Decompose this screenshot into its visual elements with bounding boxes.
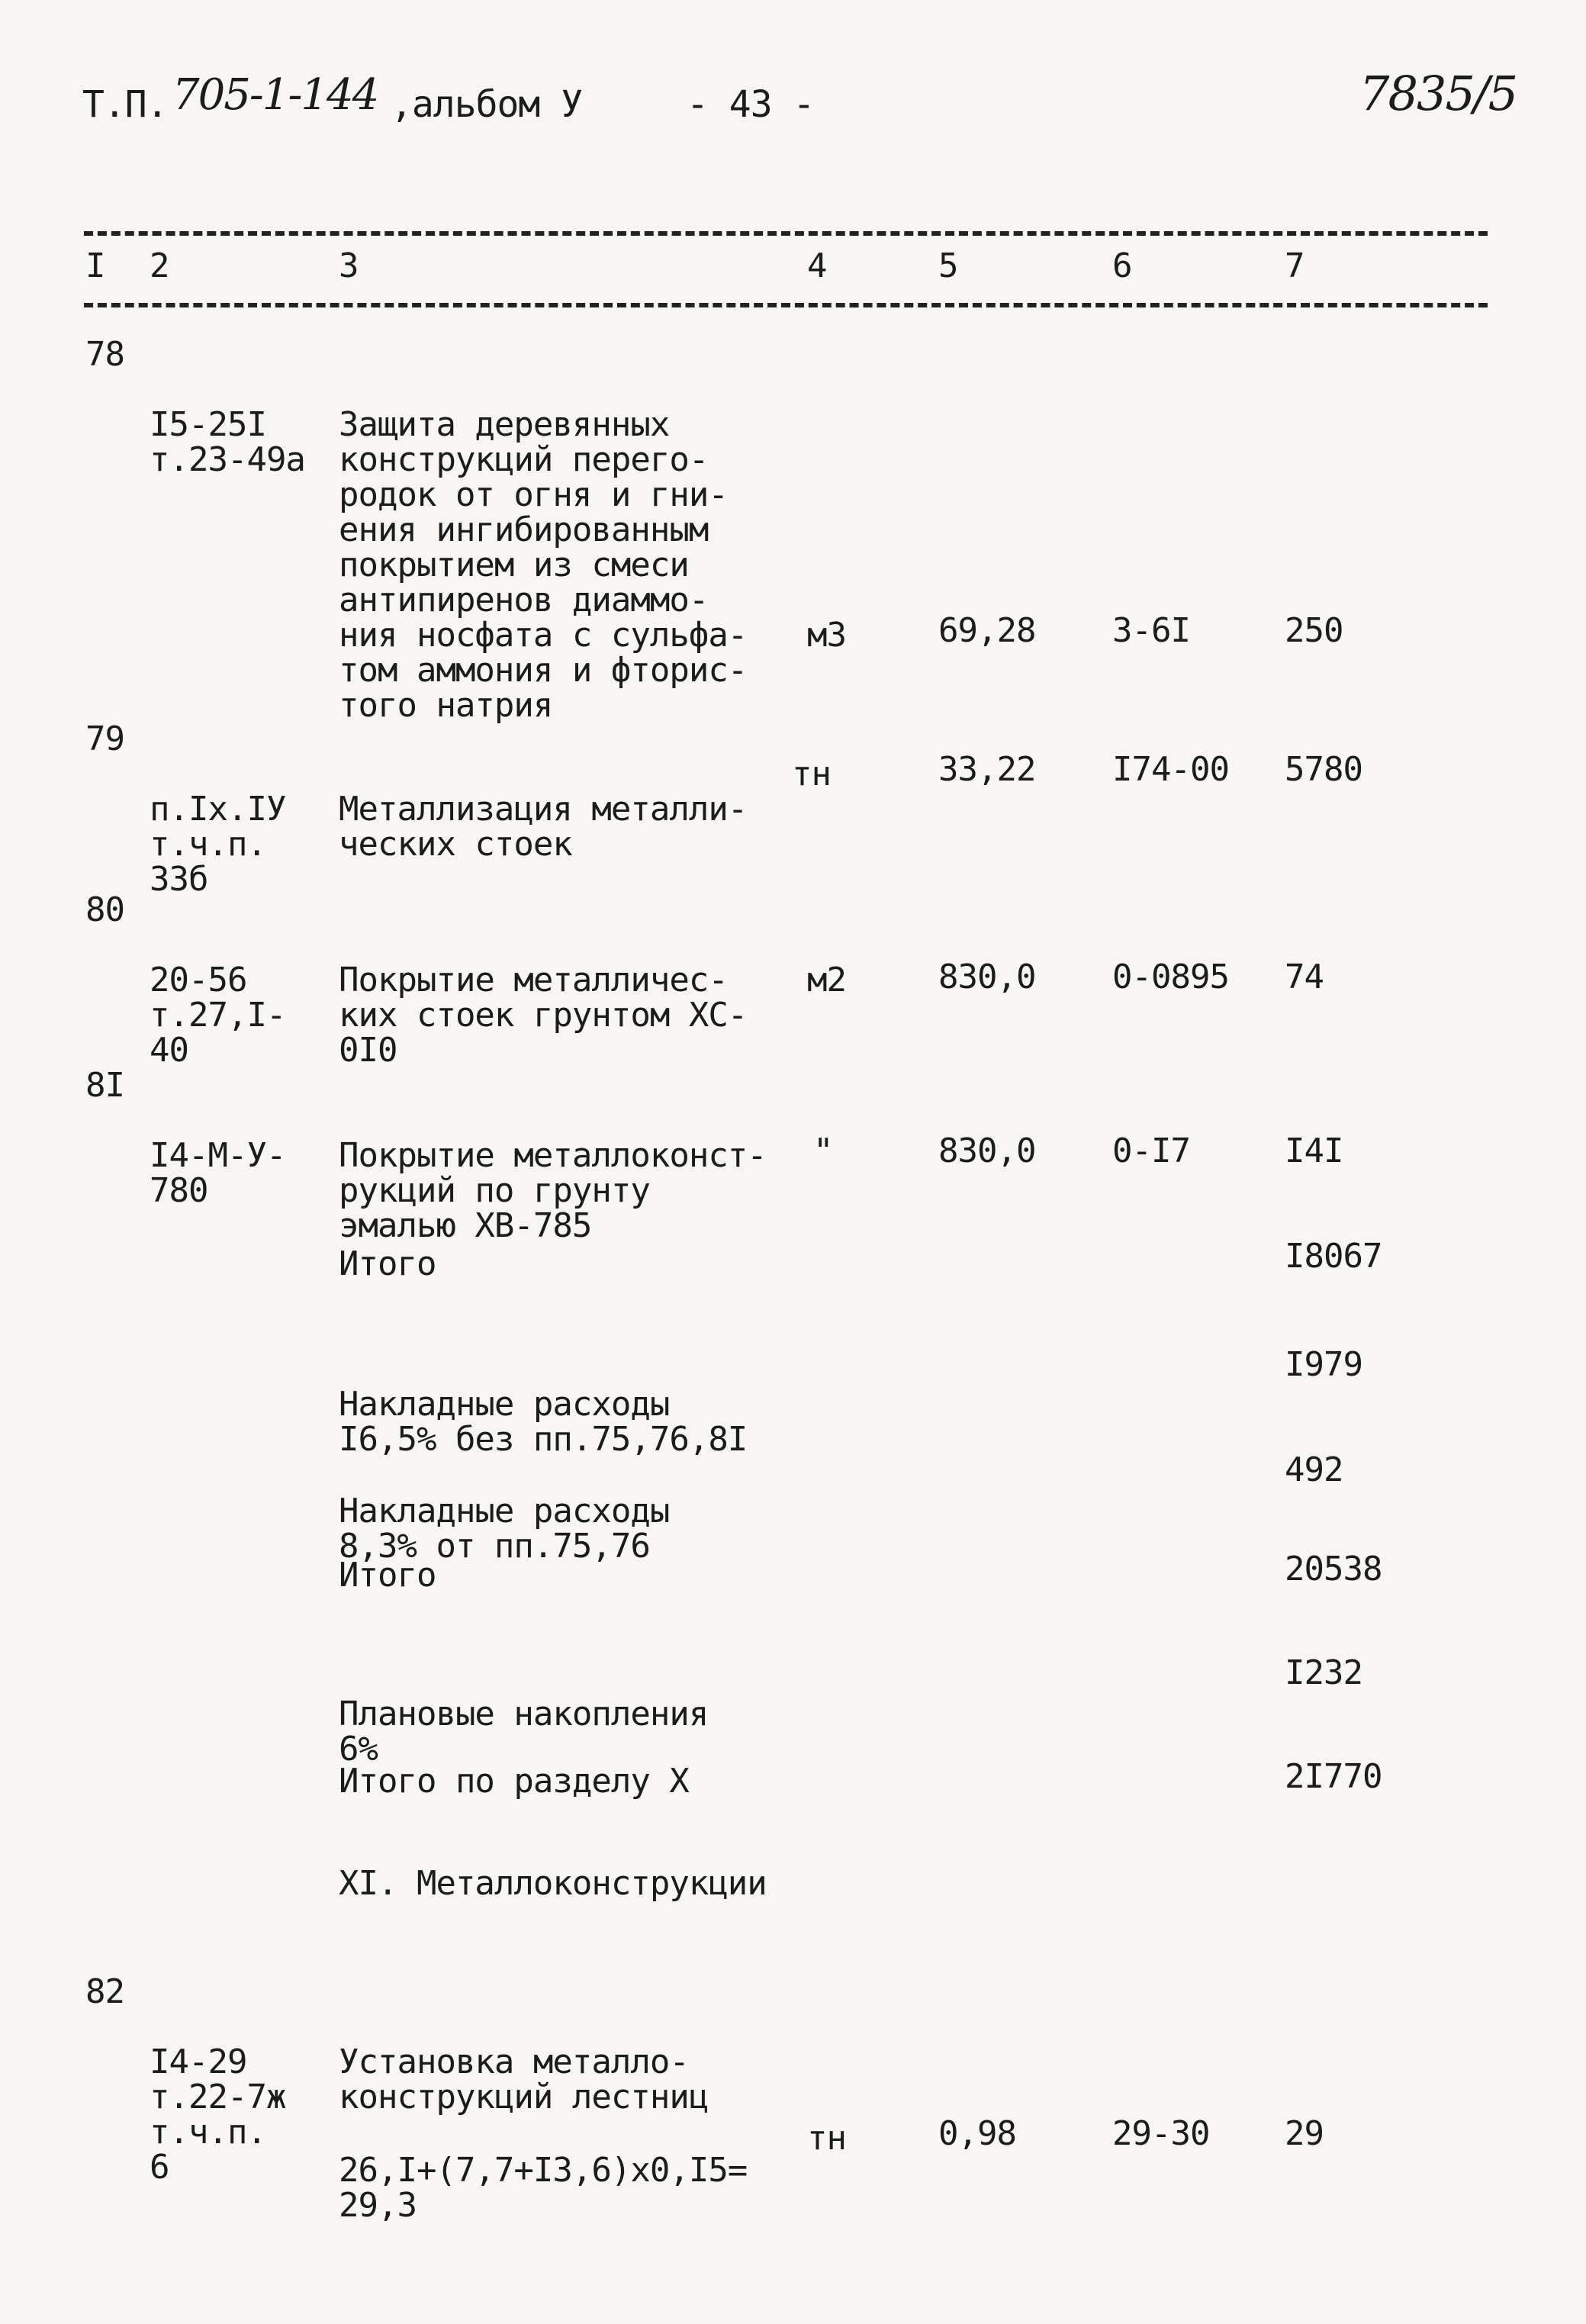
row-code: 20-56 т.27,I- 40: [150, 961, 286, 1070]
row-number: 82: [85, 1972, 124, 2011]
row-description: Установка металло- конструкций лестниц: [339, 2042, 709, 2116]
summary-total: 492: [1285, 1450, 1343, 1489]
header-project-number: 705-1-144: [172, 70, 378, 120]
row-description: Защита деревянных конструкций перего- родок от огня и гни- ения ингибированным покрытием из смеси антипиренов диаммо- ния носфата с сульфа- том аммония и фторис- того натрия: [339, 405, 748, 725]
summary-total: I979: [1285, 1345, 1362, 1384]
summary-label: Итого по разделу Х: [339, 1762, 689, 1801]
row-unit: тн: [792, 755, 831, 793]
row-quantity: 830,0: [938, 958, 1036, 996]
row-total: I4I: [1285, 1131, 1343, 1170]
summary-total: I8067: [1285, 1237, 1382, 1276]
row-total: 5780: [1285, 750, 1362, 789]
column-header-2: 2: [150, 246, 169, 285]
row-quantity: 69,28: [938, 611, 1036, 650]
row-code: п.Iх.IУ т.ч.п. 33б: [150, 790, 286, 899]
row-quantity: 0,98: [938, 2114, 1016, 2153]
row-quantity: 830,0: [938, 1131, 1036, 1170]
summary-label: Итого: [339, 1244, 436, 1283]
summary-label: Плановые накопления 6%: [339, 1695, 709, 1769]
header-rule-top: [84, 231, 1488, 236]
header-rule-bottom: [84, 303, 1488, 307]
row-number: 8I: [85, 1066, 124, 1105]
summary-label: Накладные расходы 8,3% от пп.75,76: [339, 1492, 670, 1566]
row-code: I4-М-У- 780: [150, 1136, 286, 1210]
row-code: I5-25I т.23-49а: [150, 405, 305, 479]
column-header-5: 5: [938, 246, 958, 285]
summary-total: 2I770: [1285, 1757, 1382, 1796]
summary-label: Итого: [339, 1556, 436, 1595]
row-code: I4-29 т.22-7ж т.ч.п. 6: [150, 2042, 286, 2187]
sheet-code: 7835/5: [1359, 66, 1517, 121]
row-total: 250: [1285, 611, 1343, 650]
summary-total: I232: [1285, 1653, 1362, 1692]
row-unit: ": [813, 1131, 833, 1170]
row-unit: м3: [807, 616, 846, 655]
row-total: 29: [1285, 2114, 1324, 2153]
row-number: 80: [85, 890, 124, 929]
row-unit: м2: [807, 961, 846, 999]
column-header-3: 3: [339, 246, 359, 285]
column-header-4: 4: [807, 246, 827, 285]
row-calculation: 26,I+(7,7+I3,6)х0,I5= 29,3: [339, 2151, 748, 2225]
summary-label: Накладные расходы I6,5% без пп.75,76,8I: [339, 1385, 748, 1459]
row-description: Покрытие металлоконст- рукций по грунту эмалью ХВ-785: [339, 1136, 767, 1245]
row-unit-price: 0-I7: [1112, 1131, 1190, 1170]
header-prefix: Т.П.: [82, 83, 168, 126]
row-description: Металлизация металли- ческих стоек: [339, 790, 748, 864]
row-number: 78: [85, 335, 124, 374]
row-total: 74: [1285, 958, 1324, 996]
row-quantity: 33,22: [938, 750, 1036, 789]
page-number: - 43 -: [687, 83, 815, 126]
column-header-1: I: [85, 246, 105, 285]
row-unit: тн: [807, 2119, 846, 2158]
row-description: Покрытие металличес- ких стоек грунтом ХС- 0I0: [339, 961, 748, 1070]
row-unit-price: 29-30: [1112, 2114, 1210, 2153]
section-title: ХI. Металлоконструкции: [339, 1864, 767, 1903]
column-header-6: 6: [1112, 246, 1132, 285]
summary-total: 20538: [1285, 1550, 1382, 1588]
row-unit-price: 0-0895: [1112, 958, 1229, 996]
column-header-7: 7: [1285, 246, 1305, 285]
header-album: ,альбом У: [391, 83, 583, 126]
row-number: 79: [85, 719, 124, 758]
row-unit-price: I74-00: [1112, 750, 1229, 789]
row-unit-price: 3-6I: [1112, 611, 1190, 650]
